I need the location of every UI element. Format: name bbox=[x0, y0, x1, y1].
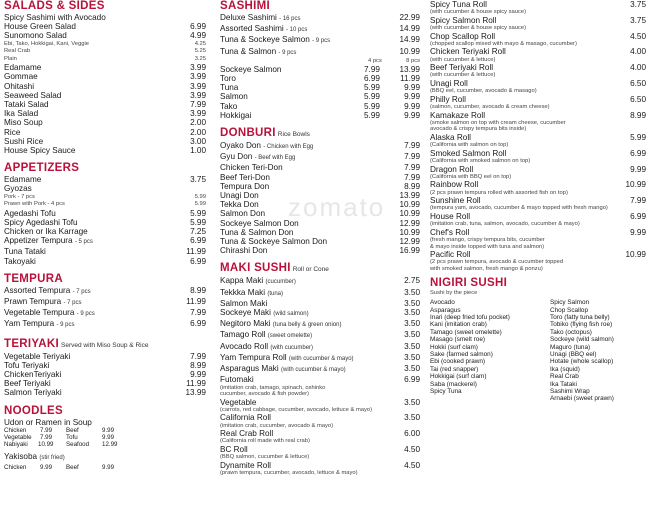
menu-item: Ohitashi 3.99 bbox=[4, 81, 206, 91]
noodle-cell: 9.99 bbox=[102, 426, 115, 434]
nigiri-item: Maguro (tuna) bbox=[550, 343, 591, 351]
nigiri-item: Asparagus bbox=[430, 306, 461, 314]
menu-item: Vegetable Teriyaki 7.99 bbox=[4, 351, 206, 361]
menu-item: Tempura Don 8.99 bbox=[220, 181, 420, 191]
noodle-cell: Beef bbox=[66, 426, 79, 434]
menu-item: Ika Salad 3.99 bbox=[4, 109, 206, 119]
nigiri-subtitle: Sushi by the piece bbox=[430, 289, 478, 296]
menu-item: Yakisoba (stir fried) bbox=[4, 452, 65, 462]
menu-item: Spicy Sashimi with Avocado bbox=[4, 13, 106, 22]
nigiri-item: Toro (fatty tuna belly) bbox=[550, 313, 610, 321]
menu-item: Tataki Salad 7.99 bbox=[4, 99, 206, 109]
menu-item: Takoyaki 6.99 bbox=[4, 256, 206, 266]
menu-item: Alaska Roll 5.99 bbox=[430, 132, 646, 142]
menu-item: Smoked Salmon Roll 6.99 bbox=[430, 148, 646, 158]
menu-item: Miso Soup 2.00 bbox=[4, 118, 206, 128]
menu-item: Salmon Don 10.99 bbox=[220, 209, 420, 219]
nigiri-item: Sashimi Wrap bbox=[550, 387, 590, 395]
nigiri-item: Hotate (whole scallop) bbox=[550, 358, 614, 366]
item-description: with smoked salmon, fresh mango & ponzu) bbox=[430, 265, 543, 272]
noodle-cell: Seafood bbox=[66, 441, 90, 449]
menu-item: Beef Teriyaki Roll 4.00 bbox=[430, 63, 646, 73]
menu-item: Futomaki 6.99 bbox=[220, 375, 420, 385]
salads-list bbox=[4, 13, 206, 155]
item-description: (prawn tempura, cucumber, avocado, lettuce & mayo) bbox=[220, 470, 358, 477]
item-description: (with cucumber & lettuce) bbox=[430, 72, 496, 79]
section-title-sashimi: SASHIMI bbox=[220, 0, 271, 12]
menu-item: Edamame 3.99 bbox=[4, 63, 206, 73]
item-description: (California with BBQ eel on top) bbox=[430, 173, 512, 180]
menu-item: Hokkigai 5.99 9.99 bbox=[220, 110, 420, 120]
nigiri-item: Kani (imitation crab) bbox=[430, 321, 487, 329]
menu-item: Gyu Don - Beef with Egg 7.99 bbox=[220, 152, 420, 162]
menu-item: Beef Teriyaki 11.99 bbox=[4, 379, 206, 389]
menu-item: Negitoro Maki (tuna belly & green onion) 3.50 bbox=[220, 319, 420, 329]
noodle-row bbox=[4, 427, 206, 434]
menu-item: Real Crab Roll 6.00 bbox=[220, 429, 420, 439]
item-description: (2 pcs prawn tempura, avocado & cucumber topped bbox=[430, 259, 564, 266]
noodle-row bbox=[4, 434, 206, 441]
noodle-cell: Chicken bbox=[4, 426, 27, 434]
menu-item: Pacific Roll 10.99 bbox=[430, 250, 646, 260]
menu-item: Asparagus Maki (with cucumber & mayo) 3.50 bbox=[220, 364, 420, 374]
item-description: (California with salmon on top) bbox=[430, 142, 509, 149]
nigiri-item: Ebi (cooked prawn) bbox=[430, 358, 486, 366]
menu-item: Sunomono Salad 4.99 bbox=[4, 31, 206, 41]
noodle-cell: 7.99 bbox=[40, 433, 53, 441]
menu-item: Vegetable Tempura - 9 pcs 7.99 bbox=[4, 308, 206, 318]
noodle-cell: 10.99 bbox=[38, 441, 54, 449]
teriyaki-list bbox=[4, 352, 206, 398]
sub-item: Real Crab 5.25 bbox=[4, 48, 206, 55]
item-description: (imitation crab, tuna, salmon, avocado, cucumber & mayo) bbox=[430, 221, 580, 228]
menu-item: Agedashi Tofu 5.99 bbox=[4, 208, 206, 218]
menu-item: California Roll 3.50 bbox=[220, 413, 420, 423]
section-title-maki: MAKI SUSHI Roll or Cone bbox=[220, 262, 329, 275]
menu-item: Beef Teri-Don 7.99 bbox=[220, 172, 420, 182]
noodle-cell: 12.99 bbox=[102, 441, 118, 449]
nigiri-item: Ika Tataki bbox=[550, 380, 577, 388]
menu-item: Tuna 5.99 9.99 bbox=[220, 83, 420, 93]
tempura-list bbox=[4, 286, 206, 331]
menu-item: Avocado Roll (with cucumber) 3.50 bbox=[220, 341, 420, 351]
nigiri-grid bbox=[430, 299, 646, 403]
sub-item: Prawn with Pork - 4 pcs 5.99 bbox=[4, 201, 206, 208]
menu-item: Gyozas bbox=[4, 184, 32, 194]
menu-item: Tekka Don 10.99 bbox=[220, 200, 420, 210]
menu-item: Dragon Roll 9.99 bbox=[430, 164, 646, 174]
section-title-teriyaki: TERIYAKI Served with Miso Soup & Rice bbox=[4, 337, 149, 350]
menu-item: Tako 5.99 9.99 bbox=[220, 101, 420, 111]
nigiri-item: Real Crab bbox=[550, 373, 579, 381]
noodle-row bbox=[4, 441, 206, 448]
noodle-cell: Beef bbox=[66, 463, 79, 471]
menu-item: Vegetable 3.50 bbox=[220, 397, 420, 407]
nigiri-item: Tai (red snapper) bbox=[430, 365, 479, 373]
menu-item: Philly Roll 6.50 bbox=[430, 94, 646, 104]
nigiri-item: Hokkigai (surf clam) bbox=[430, 373, 487, 381]
noodle-cell: Vegetable bbox=[4, 433, 32, 441]
sashimi-list bbox=[220, 13, 420, 120]
item-description: (with cucumber & house spicy sauce) bbox=[430, 25, 527, 31]
rolls-list bbox=[430, 0, 646, 273]
donburi-list bbox=[220, 141, 420, 255]
menu-item: Yam Tempura - 9 pcs 6.99 bbox=[4, 319, 206, 329]
column-left bbox=[4, 0, 206, 471]
nigiri-item: Sake (farmed salmon) bbox=[430, 350, 493, 358]
menu-item: Tuna & Salmon - 9 pcs 10.99 bbox=[220, 46, 420, 56]
menu-item: Prawn Tempura - 7 pcs 11.99 bbox=[4, 296, 206, 306]
item-description: (with cucumber & house spicy sauce) bbox=[430, 9, 527, 16]
menu-item: Assorted Tempura - 7 pcs 8.99 bbox=[4, 285, 206, 295]
nigiri-item: Sockeye (wild salmon) bbox=[550, 336, 614, 344]
nigiri-item: Arnaebi (sweet prawn) bbox=[550, 395, 614, 403]
menu-item: Rice 2.00 bbox=[4, 127, 206, 137]
noodles-list bbox=[4, 418, 206, 471]
nigiri-item: Ika (squid) bbox=[550, 365, 580, 373]
nigiri-item: Tamago (sweet omelette) bbox=[430, 328, 502, 336]
menu-item: Yam Tempura Roll (with cucumber & mayo) 3.50 bbox=[220, 352, 420, 362]
noodle-cell: 7.99 bbox=[40, 426, 53, 434]
menu-item: Kamakaze Roll 8.99 bbox=[430, 110, 646, 120]
item-description: & mayo inside topped with tuna and salmon) bbox=[430, 243, 545, 250]
item-description: (with cucumber & lettuce) bbox=[430, 56, 496, 63]
menu-item: Unagi Roll 6.50 bbox=[430, 78, 646, 88]
item-description: (carrots, red cabbage, cucumber, avocado, lettuce & mayo) bbox=[220, 406, 373, 413]
menu-item: Tuna & Salmon Don 10.99 bbox=[220, 227, 420, 237]
item-description: avocado & crispy tempura bits inside) bbox=[430, 126, 527, 133]
menu-item: Chicken Teri-Don 7.99 bbox=[220, 163, 420, 173]
menu-item: Salmon 5.99 9.99 bbox=[220, 92, 420, 102]
item-description: (imitation crab, tamago, spinach, oshinko bbox=[220, 384, 326, 391]
menu-item: Salmon Teriyaki 13.99 bbox=[4, 388, 206, 398]
menu-item: Unagi Don 13.99 bbox=[220, 191, 420, 201]
menu-item: Sunshine Roll 7.99 bbox=[430, 196, 646, 206]
menu-item: BC Roll 4.50 bbox=[220, 445, 420, 455]
nigiri-item: Tobiko (flying fish roe) bbox=[550, 321, 613, 329]
menu-item: Salmon Maki 3.50 bbox=[220, 298, 420, 308]
menu-item: Tamago Roll (sweet omelette) 3.50 bbox=[220, 330, 420, 340]
menu-item: Tofu Teriyaki 8.99 bbox=[4, 360, 206, 370]
section-title-donburi: DONBURI Rice Bowls bbox=[220, 127, 310, 140]
menu-item: Tuna Tataki 11.99 bbox=[4, 247, 206, 257]
appetizers-list bbox=[4, 175, 206, 266]
nigiri-item: Masago (smelt roe) bbox=[430, 336, 486, 344]
menu-item: Deluxe Sashimi - 16 pcs 22.99 bbox=[220, 13, 420, 22]
menu-item: Spicy Salmon Roll 3.75 bbox=[430, 15, 646, 25]
item-description: cucumber, avocado & fish powder) bbox=[220, 391, 309, 398]
watermark: zomato bbox=[288, 192, 386, 222]
menu-item: Toro 6.99 11.99 bbox=[220, 74, 420, 84]
menu-item: Rainbow Roll 10.99 bbox=[430, 180, 646, 190]
noodle-row bbox=[4, 464, 206, 471]
nigiri-item: Chop Scallop bbox=[550, 306, 589, 314]
menu-item: Spicy Tuna Roll 3.75 bbox=[430, 0, 646, 9]
menu-item: Gommae 3.99 bbox=[4, 72, 206, 82]
section-title-nigiri: NIGIRI SUSHI bbox=[430, 276, 508, 289]
menu-item: Chirashi Don 16.99 bbox=[220, 246, 420, 256]
nigiri-item: Inari (deep fried tofu pocket) bbox=[430, 313, 510, 321]
menu-item: Sockeye Salmon Don 12.99 bbox=[220, 218, 420, 228]
menu-item: House Green Salad 6.99 bbox=[4, 22, 206, 32]
menu-item: Spicy Agedashi Tofu 5.99 bbox=[4, 217, 206, 227]
menu-item: Sockeye Salmon 7.99 13.99 bbox=[220, 64, 420, 74]
menu-item: Seaweed Salad 3.99 bbox=[4, 90, 206, 100]
section-title-noodles: NOODLES bbox=[4, 404, 63, 417]
item-description: (California roll made with real crab) bbox=[220, 438, 310, 445]
item-description: (imitation crab, cucumber, avocado & mayo) bbox=[220, 422, 334, 429]
item-description: (salmon, cucumber, avocado & cream cheese) bbox=[430, 103, 550, 110]
section-title-salads: SALADS & SIDES bbox=[4, 0, 105, 12]
section-title-appetizers: APPETIZERS bbox=[4, 162, 80, 175]
nigiri-item: Spicy Salmon bbox=[550, 299, 590, 307]
menu-item: Dynamite Roll 4.50 bbox=[220, 460, 420, 470]
menu-item: Kappa Maki (cucumber) 2.75 bbox=[220, 276, 420, 286]
menu-item: Oyako Don - Chicken with Egg 7.99 bbox=[220, 141, 420, 151]
section-title-tempura: TEMPURA bbox=[4, 272, 63, 285]
menu-item: House Roll 6.99 bbox=[430, 211, 646, 221]
nigiri-item: Spicy Tuna bbox=[430, 387, 462, 395]
menu-item: Chop Scallop Roll 4.50 bbox=[430, 31, 646, 41]
nigiri-item: Unagi (BBQ eel) bbox=[550, 350, 597, 358]
item-description: (BBQ eel, cucumber, avocado & masago) bbox=[430, 88, 537, 95]
column-right bbox=[430, 0, 646, 403]
menu-item: Tuna & Sockeye Salmon - 9 pcs 14.99 bbox=[220, 35, 420, 45]
column-middle bbox=[220, 0, 420, 477]
item-description: (smoke salmon on top with cream cheese, cucumber bbox=[430, 119, 566, 126]
nigiri-item: Avocado bbox=[430, 299, 455, 307]
noodle-cell: 9.99 bbox=[40, 463, 53, 471]
menu-item: Chef's Roll 9.99 bbox=[430, 227, 646, 237]
item-description: (BBQ salmon, cucumber & lettuce) bbox=[220, 454, 310, 461]
noodle-cell: 9.99 bbox=[102, 433, 115, 441]
sub-item: Pork - 7 pcs 5.99 bbox=[4, 193, 206, 200]
menu-item: Sockeye Maki (wild salmon) 3.50 bbox=[220, 308, 420, 318]
menu-item: Udon or Ramen in Soup bbox=[4, 417, 92, 427]
menu-item: Chicken or Ika Karrage 7.25 bbox=[4, 226, 206, 236]
item-description: (fresh mango, crispy tempura bits, cucumber bbox=[430, 236, 545, 243]
menu-item: Chicken Teriyaki Roll 4.00 bbox=[430, 47, 646, 57]
maki-list bbox=[220, 276, 420, 476]
item-description: (tempura yam, avocado, cucumber & mayo topped with fresh mango) bbox=[430, 205, 608, 212]
item-description: (chopped scallop mixed with mayo & masago, cucumber) bbox=[430, 40, 577, 47]
menu-item: Sushi Rice 3.00 bbox=[4, 136, 206, 146]
nigiri-item: Saba (mackerel) bbox=[430, 380, 477, 388]
nigiri-item: Hokki (surf clam) bbox=[430, 343, 478, 351]
noodle-cell: Chicken bbox=[4, 463, 27, 471]
menu-item: Tekkka Maki (tuna) 3.50 bbox=[220, 287, 420, 297]
sub-item: Plain 3.25 bbox=[4, 55, 206, 62]
noodle-cell: 9.99 bbox=[102, 463, 115, 471]
menu-item: Appetizer Tempura - 5 pcs 6.99 bbox=[4, 236, 206, 246]
menu-item: Assorted Sashimi - 10 pcs 14.99 bbox=[220, 24, 420, 34]
noodle-cell: Tofu bbox=[66, 433, 78, 441]
sub-item: Ebi, Tako, Hokkigai, Kani, Veggie 4.25 bbox=[4, 40, 206, 47]
item-description: (2 pcs prawn tempura rolled with assorted fish on top) bbox=[430, 189, 568, 196]
nigiri-item: Tako (octopus) bbox=[550, 328, 592, 336]
pieces-header: 4 pcs 8 pcs bbox=[368, 57, 420, 64]
item-description: (California with smoked salmon on top) bbox=[430, 157, 531, 164]
menu-item: Tuna & Sockeye Salmon Don 12.99 bbox=[220, 237, 420, 247]
noodle-cell: Nabiyaki bbox=[4, 441, 28, 449]
menu-item: ChickenTeriyaki 9.99 bbox=[4, 369, 206, 379]
menu-item: Edamame 3.75 bbox=[4, 175, 206, 185]
menu-item: House Spicy Sauce 1.00 bbox=[4, 145, 206, 155]
